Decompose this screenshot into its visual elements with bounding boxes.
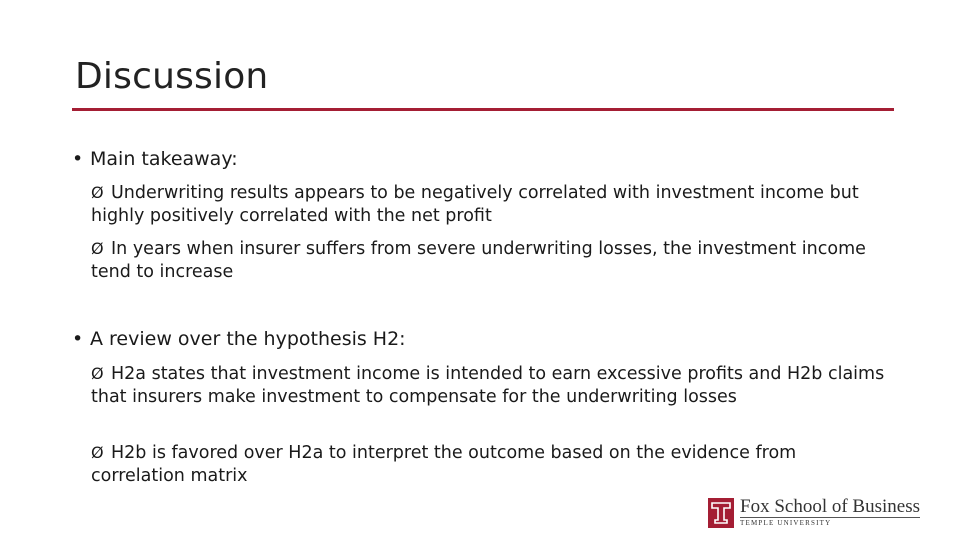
bullet-hypothesis-review	[72, 327, 406, 351]
fox-school-logo	[708, 497, 920, 528]
sub-point	[91, 181, 891, 228]
sub-point-text: H2a states that investment income is intended to earn excessive profits and H2b claims that insurers make investment to compensate for the underwriting losses	[91, 364, 885, 407]
sub-point-text: In years when insurer suffers from severe underwriting losses, the investment income tend to increase	[91, 239, 866, 282]
arrow-bullet-icon: Ø	[91, 443, 104, 462]
temple-t-icon	[711, 501, 731, 525]
sub-point	[91, 441, 891, 488]
sub-point-text: H2b is favored over H2a to interpret the outcome based on the evidence from correlation matrix	[91, 443, 797, 486]
bullet-heading: A review over the hypothesis H2:	[90, 328, 406, 350]
title-underline	[72, 108, 894, 111]
temple-t-icon	[708, 498, 734, 528]
sub-point-text: Underwriting results appears to be negatively correlated with investment income but highly positively correlated with the net profit	[91, 183, 859, 226]
sub-point	[91, 362, 891, 409]
bullet-dot: •	[72, 328, 84, 350]
arrow-bullet-icon: Ø	[91, 183, 104, 202]
logo-text	[740, 497, 920, 528]
slide-title: Discussion	[75, 56, 269, 97]
bullet-main-takeaway	[72, 147, 238, 171]
sub-point	[91, 237, 891, 284]
logo-subtitle: TEMPLE UNIVERSITY	[740, 517, 920, 528]
bullet-heading: Main takeaway:	[90, 148, 238, 170]
logo-name: Fox School of Business	[740, 496, 920, 517]
bullet-dot: •	[72, 148, 84, 170]
arrow-bullet-icon: Ø	[91, 364, 104, 383]
arrow-bullet-icon: Ø	[91, 239, 104, 258]
